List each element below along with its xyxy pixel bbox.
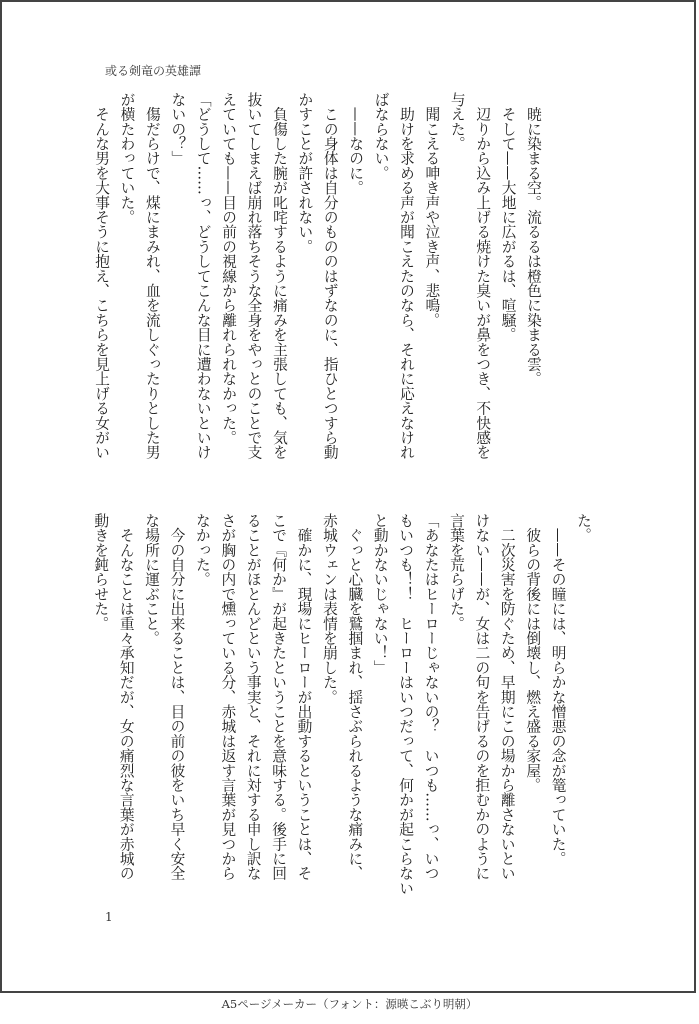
text-line: なかった。 xyxy=(193,513,211,587)
text-line: 言葉を荒らげた。 xyxy=(447,513,465,631)
text-line: 聞こえる呻き声や泣き声、悲鳴。 xyxy=(423,92,441,328)
text-line: えていても——目の前の視線から離れられなかった。 xyxy=(220,92,238,445)
text-line: 与えた。 xyxy=(448,92,466,151)
text-line: ——その瞳には、明らかな憎悪の念が篭っていた。 xyxy=(549,513,567,866)
text-line: が横たわっていた。 xyxy=(118,92,136,225)
text-line: そして——大地に広がるは、喧騒。 xyxy=(499,92,517,342)
text-line: そんなことは重々承知だが、女の痛烈な言葉が赤城の xyxy=(117,513,135,881)
text-line: 傷だらけで、煤にまみれ、血を流しぐったりとした男 xyxy=(143,92,161,460)
text-line: ないの？」 xyxy=(169,92,187,166)
text-line: な場所に運ぶこと。 xyxy=(143,513,161,646)
text-line: 二次災害を防ぐため、早期にこの場から離さないとい xyxy=(498,513,516,881)
text-line: 抜いてしまえば崩れ落ちそうな全身をやっとのことで支 xyxy=(245,92,263,460)
text-line: さが胸の内で燻っている分、赤城は返す言葉が見つから xyxy=(219,513,237,881)
running-head-title: 或る剣竜の英雄譚 xyxy=(105,64,202,78)
text-line: ることがほとんどという事実と、それに対する申し訳な xyxy=(244,513,262,881)
text-line: 今の自分に出来ることは、目の前の彼をいち早く安全 xyxy=(168,513,186,881)
text-line: と動かないじゃない！」 xyxy=(371,513,389,675)
text-line: ——なのに。 xyxy=(347,92,365,195)
text-line: 「どうして……っ、どうしてこんな目に遭わないといけ xyxy=(194,92,212,460)
text-line: もいつも！！ ヒーローはいつだって、何かが起こらない xyxy=(397,513,415,896)
page-number: 1 xyxy=(105,910,113,924)
text-line: そんな男を大事そうに抱え、こちらを見上げる女がい xyxy=(93,92,111,460)
text-line: けない——が、女は二の句を告げるのを拒むかのように xyxy=(473,513,491,881)
text-line: 暁に染まる空。流るるは橙色に染まる雲。 xyxy=(525,92,542,386)
text-line: こで『何か』が起きたということを意味する。後手に回 xyxy=(270,513,288,881)
text-line: 動きを鈍らせた。 xyxy=(92,513,110,631)
text-line: かすことが許されない。 xyxy=(296,92,314,254)
text-line: 負傷した腕が叱咤するように痛みを主張しても、気を xyxy=(270,92,288,460)
text-line: 彼らの背後には倒壊し、燃え盛る家屋。 xyxy=(524,513,542,793)
text-line: 助けを求める声が聞こえたのなら、それに応えなけれ xyxy=(397,92,415,460)
text-line: ばならない。 xyxy=(372,92,390,181)
top-text-block xyxy=(89,92,546,462)
text-line: 辺りから込み上げる焼けた臭いが鼻をつき、不快感を xyxy=(474,92,492,460)
text-line: ぐっと心臓を鷲掴まれ、揺さぶられるような痛みに、 xyxy=(346,513,364,881)
text-line: 確かに、現場にヒーローが出動するということは、そ xyxy=(295,513,313,881)
text-line: この身体は自分のもののはずなのに、指ひとつすら動 xyxy=(321,92,339,460)
bottom-text-block xyxy=(88,513,596,896)
footer-caption: A5ページメーカー（フォント：源暎こぶり明朝） xyxy=(221,997,478,1011)
text-line: た。 xyxy=(575,513,592,543)
text-line: 「あなたはヒーローじゃないの？ いつも……っ、いつ xyxy=(422,513,440,881)
text-line: 赤城ウェンは表情を崩した。 xyxy=(320,513,338,705)
